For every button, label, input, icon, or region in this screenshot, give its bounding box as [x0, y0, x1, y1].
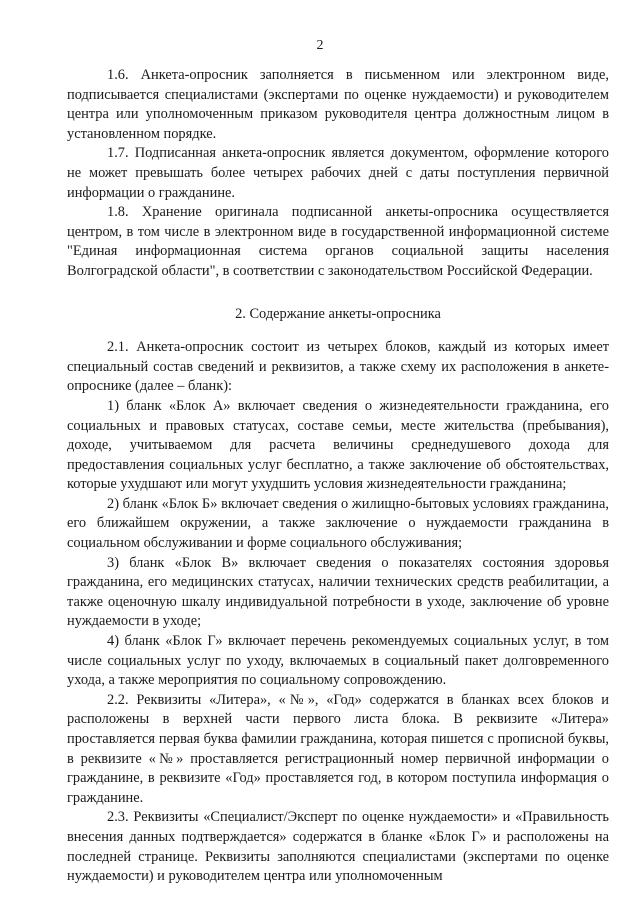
- list-item-block-g: 4) бланк «Блок Г» включает перечень рекомендуемых социальных услуг, в том числе социальных услуг по уходу, включаемых в социальный пакет долговременного ухода, а также мероприятия по социальному сопровождению.: [67, 633, 609, 689]
- page-number: 2: [316, 38, 324, 53]
- paragraph-1-7: 1.7. Подписанная анкета-опросник является документом, оформление которого не может превышать более четырех рабочих дней с даты поступления первичной информации о гражданине.: [67, 145, 609, 201]
- paragraph-2-1: 2.1. Анкета-опросник состоит из четырех блоков, каждый из которых имеет специальный состав сведений и реквизитов, а также схему их расположения в анкете-опроснике (далее – бланк):: [67, 339, 609, 395]
- paragraph-1-8: 1.8. Хранение оригинала подписанной анкеты-опросника осуществляется центром, в том числе в электронном виде в государственной информационной системе "Единая информационная система органов социальной защиты населения Волгоградской области", в соответствии с законодательством Российской Федерации.: [67, 204, 609, 279]
- spacer: [67, 282, 609, 305]
- paragraph-2-3: 2.3. Реквизиты «Специалист/Эксперт по оценке нуждаемости» и «Правильность внесения данных подтверждается» содержатся в бланке «Блок Г» и расположены на последней странице. Реквизиты заполняются специалистами (экспертами по оценке нуждаемости) и руководителем центра или уполномоченным: [67, 809, 609, 885]
- list-item-block-a: 1) бланк «Блок А» включает сведения о жизнедеятельности гражданина, его социальных и правовых статусах, составе семьи, месте жительства (пребывания), доходе, учитываемом для расчета величины среднедушевого дохода для предоставления социальных услуг бесплатно, а также заключение об обстоятельствах, которые ухудшают или могут ухудшить условия жизнедеятельности гражданина;: [67, 397, 609, 493]
- paragraph-1-6: 1.6. Анкета-опросник заполняется в письменном или электронном виде, подписывается специалистами (экспертами по оценке нуждаемости) и руководителем центра или уполномоченным приказом руководителя центра должностным лицом в установленном порядке.: [67, 67, 609, 142]
- list-item-block-v: 3) бланк «Блок В» включает сведения о показателях состояния здоровья гражданина, его медицинских статусах, наличии технических средств реабилитации, а также оценочную шкалу индивидуальной потребности в уходе, заключение об уровне нуждаемости в уходе;: [67, 554, 609, 630]
- section-heading: 2. Содержание анкеты-опросника: [235, 305, 441, 322]
- list-item-block-b: 2) бланк «Блок Б» включает сведения о жилищно-бытовых условиях гражданина, его ближайшем окружении, а также заключение о нуждаемости гражданина в социальном обслуживании и форме социального обслуживания;: [67, 495, 609, 552]
- spacer: [67, 324, 609, 338]
- paragraph-2-2: 2.2. Реквизиты «Литера», «№», «Год» содержатся в бланках всех блоков и расположены в верхней части первого листа блока. В реквизите «Литера» проставляется первая буква фамилии гражданина, которая пишется с прописной буквы, в реквизите «№» проставляется регистрационный номер первичной информации о гражданине, в реквизите «Год» проставляется год, в котором поступила информация о гражданине.: [67, 691, 609, 806]
- document-body: [67, 66, 609, 887]
